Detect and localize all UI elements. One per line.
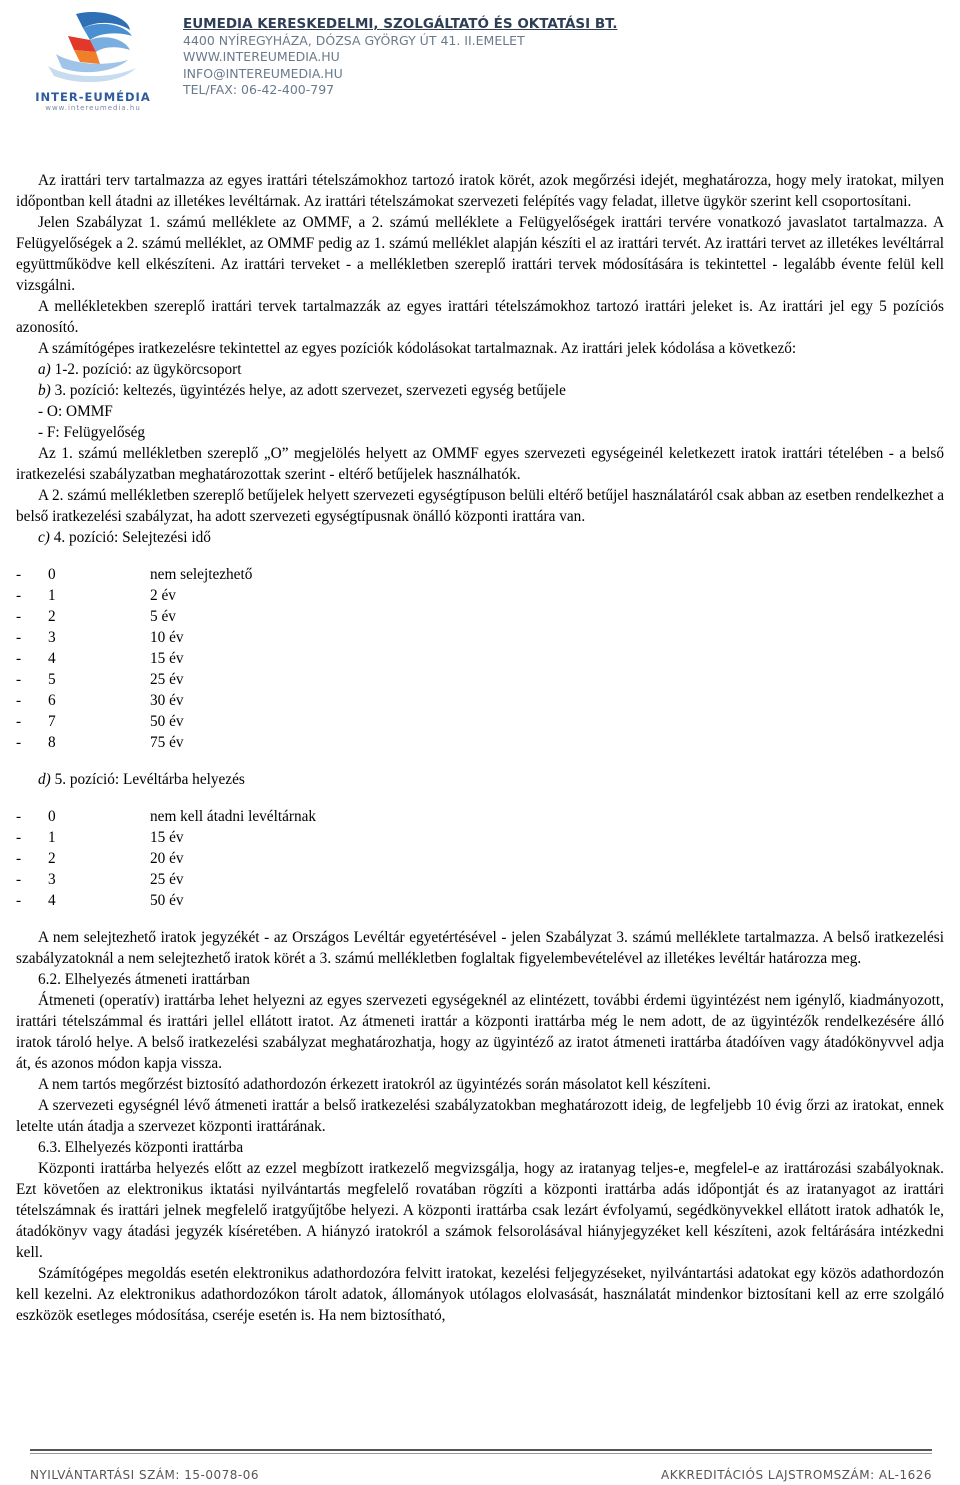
list-item-text: 1-2. pozíció: az ügykörcsoport	[50, 361, 242, 378]
list-item: - 2 20 év	[16, 850, 184, 867]
company-info	[183, 16, 617, 99]
list-item-text: 4. pozíció: Selejtezési idő	[49, 529, 211, 546]
paragraph: A 2. számú mellékletben szereplő betűjelek helyett szervezeti egységtípuson belüli eltérő betűjel használatáról csak abban az esetben rendelkezhet a belső iratkezelési szabályzat, ha adott szervezeti egységtípusnak önálló központi irattára van.	[16, 487, 944, 525]
paragraph: Számítógépes megoldás esetén elektronikus adathordozóra felvitt iratokat, kezelési feljegyzéseket, nyilvántartási adatokat egy közös adathordozón kell kezelni. Az elektronikus adathordozókon tárolt adatok, állományok utólagos elolvasását, használatát mindenkor biztosítani kell az erre szolgáló eszközök esetleges módosítása, cseréje esetén is. Ha nem biztosítható,	[16, 1265, 944, 1324]
list-item-text: 3. pozíció: keltezés, ügyintézés helye, az adott szervezet, szervezeti egység betűjele	[50, 382, 566, 399]
footer-divider-thin	[30, 1453, 932, 1454]
paragraph: Az irattári terv tartalmazza az egyes irattári tételszámokhoz tartozó iratok körét, azok megőrzési idejét, meghatározza, hogy mely iratokat, milyen időpontban kell átadni az illetékes levéltárnak. Az irattári tételszámokat szervezeti felépítés vagy feladat, illetve ügykör szerint kell csoportosítani.	[16, 172, 944, 210]
list-item: - 1 15 év	[16, 829, 184, 846]
list-item-a	[16, 359, 944, 380]
list-marker: a)	[38, 361, 51, 378]
list-marker: b)	[38, 382, 51, 399]
company-email[interactable]: INFO@INTEREUMEDIA.HU	[183, 65, 343, 81]
paragraph: A számítógépes iratkezelésre tekintettel az egyes pozíciók kódolásokat tartalmaznak. Az irattári jelek kódolása a következő:	[38, 340, 797, 357]
list-item: - 7 50 év	[16, 713, 184, 730]
list-item: - 0 nem kell átadni levéltárnak	[16, 808, 317, 825]
code-f-line: - F: Felügyelőség	[38, 424, 146, 441]
company-phone: TEL/FAX: 06-42-400-797	[183, 82, 335, 97]
list-item: - 5 25 év	[16, 671, 184, 688]
list-item: - 1 2 év	[16, 587, 176, 604]
list-marker: d)	[38, 771, 51, 788]
page-header	[0, 0, 960, 120]
list-item: - 2 5 év	[16, 608, 176, 625]
list-item: - 4 50 év	[16, 892, 184, 909]
list-item: - 8 75 év	[16, 734, 184, 751]
code-o-line: - O: OMMF	[38, 403, 113, 420]
list-item-b	[16, 380, 944, 401]
list-item-c	[16, 527, 944, 548]
company-website[interactable]: WWW.INTEREUMEDIA.HU	[183, 49, 340, 64]
list-item-d	[16, 769, 944, 790]
footer-divider	[30, 1449, 932, 1451]
paragraph: Átmeneti (operatív) irattárba lehet helyezni az egyes szervezeti egységeknél az elintézett, további érdemi ügyintézést nem igénylő, kiadmányozott, irattári tételszámmal és irattári jellel ellátott iratot. Az átmeneti irattár a központi irattárba még le nem adott, de az ügyintézők rendelkezésére álló iratok tároló helye. A belső iratkezelési szabályzat meghatározhatja, hogy az ügyintéző az iratot átmeneti irattárba átadóíven vagy átadókönyvvel adja át, és azonos módon kapja vissza.	[16, 992, 944, 1072]
list-marker: c)	[38, 529, 50, 546]
archive-list	[16, 806, 944, 911]
list-item-text: 5. pozíció: Levéltárba helyezés	[50, 771, 245, 788]
paragraph: Jelen Szabályzat 1. számú melléklete az OMMF, a 2. számú melléklete a Felügyelőségek irattári tervére vonatkozó javaslatot tartalmazza. A Felügyelőségek a 2. számú melléklet, az OMMF pedig az 1. számú melléklet alapján készíti el az irattári tervét. Az irattári tervet az illetékes levéltárral együttműködve kell elkészíteni. Az irattári terveket - a mellékletben szereplő irattári tervek módosítására is tekintettel - legalább évente felül kell vizsgálni.	[16, 214, 944, 294]
list-item: - 0 nem selejtezhető	[16, 566, 253, 583]
paragraph: A nem selejtezhető iratok jegyzékét - az Országos Levéltár egyetértésével - jelen Szabályzat 3. számú melléklete tartalmazza. A belső iratkezelési szabályzatoknál a nem selejtezhető iratok körét a 3. számú mellékletben foglaltak figyelembevételével az illetékes levéltár határozza meg.	[16, 929, 944, 967]
company-name: EUMEDIA KERESKEDELMI, SZOLGÁLTATÓ ÉS OKTATÁSI BT.	[183, 16, 618, 32]
retention-list	[16, 564, 944, 753]
list-item: - 6 30 év	[16, 692, 184, 709]
footer-registration-number: NYILVÁNTARTÁSI SZÁM: 15-0078-06	[30, 1468, 259, 1482]
section-heading: 6.2. Elhelyezés átmeneti irattárban	[38, 971, 250, 988]
paragraph: Központi irattárba helyezés előtt az ezzel megbízott iratkezelő megvizsgálja, hogy az iratanyag teljes-e, megfelel-e az irattározási szabályoknak. Ezt követően az elektronikus iktatási nyilvántartás megfelelő rovatában rögzíti a központi irattárba adás időpontját és az iratanyagot az irattári tételszámnak és irattári jelnek megfelelő iratgyűjtőbe helyezi. A központi irattárba csak lezárt évfolyamú, segédkönyvekkel ellátott iratok adhatók le, átadókönyv vagy átadási jegyzék kíséretében. A hiányzó iratokról a számok felsorolásával hiányjegyzéket kell készíteni, azok feltárására intézkedni kell.	[16, 1160, 944, 1261]
company-address: 4400 NYÍREGYHÁZA, DÓZSA GYÖRGY ÚT 41. II.EMELET	[183, 32, 525, 48]
logo-subtext: www.intereumedia.hu	[45, 104, 141, 112]
footer-accreditation-number: AKKREDITÁCIÓS LAJSTROMSZÁM: AL-1626	[661, 1468, 932, 1482]
paragraph: A nem tartós megőrzést biztosító adathordozón érkezett iratokról az ügyintézés során másolatot kell készíteni.	[38, 1076, 711, 1093]
list-item: - 3 25 év	[16, 871, 184, 888]
logo-mark-icon	[28, 6, 158, 90]
list-item: - 4 15 év	[16, 650, 184, 667]
logo-text: INTER-EUMÉDIA	[35, 90, 151, 104]
paragraph: Az 1. számú mellékletben szereplő „O” megjelölés helyett az OMMF egyes szervezeti egységeinél keletkezett iratok irattári tételében - a belső iratkezelési szabályzatban meghatározottak szerint - eltérő betűjelek használhatók.	[16, 445, 944, 483]
company-logo	[28, 6, 158, 112]
paragraph: A mellékletekben szereplő irattári tervek tartalmazzák az egyes irattári tételszámokhoz tartozó irattári jeleket is. Az irattári jel egy 5 pozíciós azonosító.	[16, 298, 944, 336]
list-item: - 3 10 év	[16, 629, 184, 646]
section-heading: 6.3. Elhelyezés központi irattárba	[38, 1139, 244, 1156]
document-body	[16, 170, 944, 1326]
paragraph: A szervezeti egységnél lévő átmeneti irattár a belső iratkezelési szabályzatokban meghatározott ideig, de legfeljebb 10 évig őrzi az iratokat, ennek letelte után átadja a szervezet központi irattárának.	[16, 1097, 944, 1135]
